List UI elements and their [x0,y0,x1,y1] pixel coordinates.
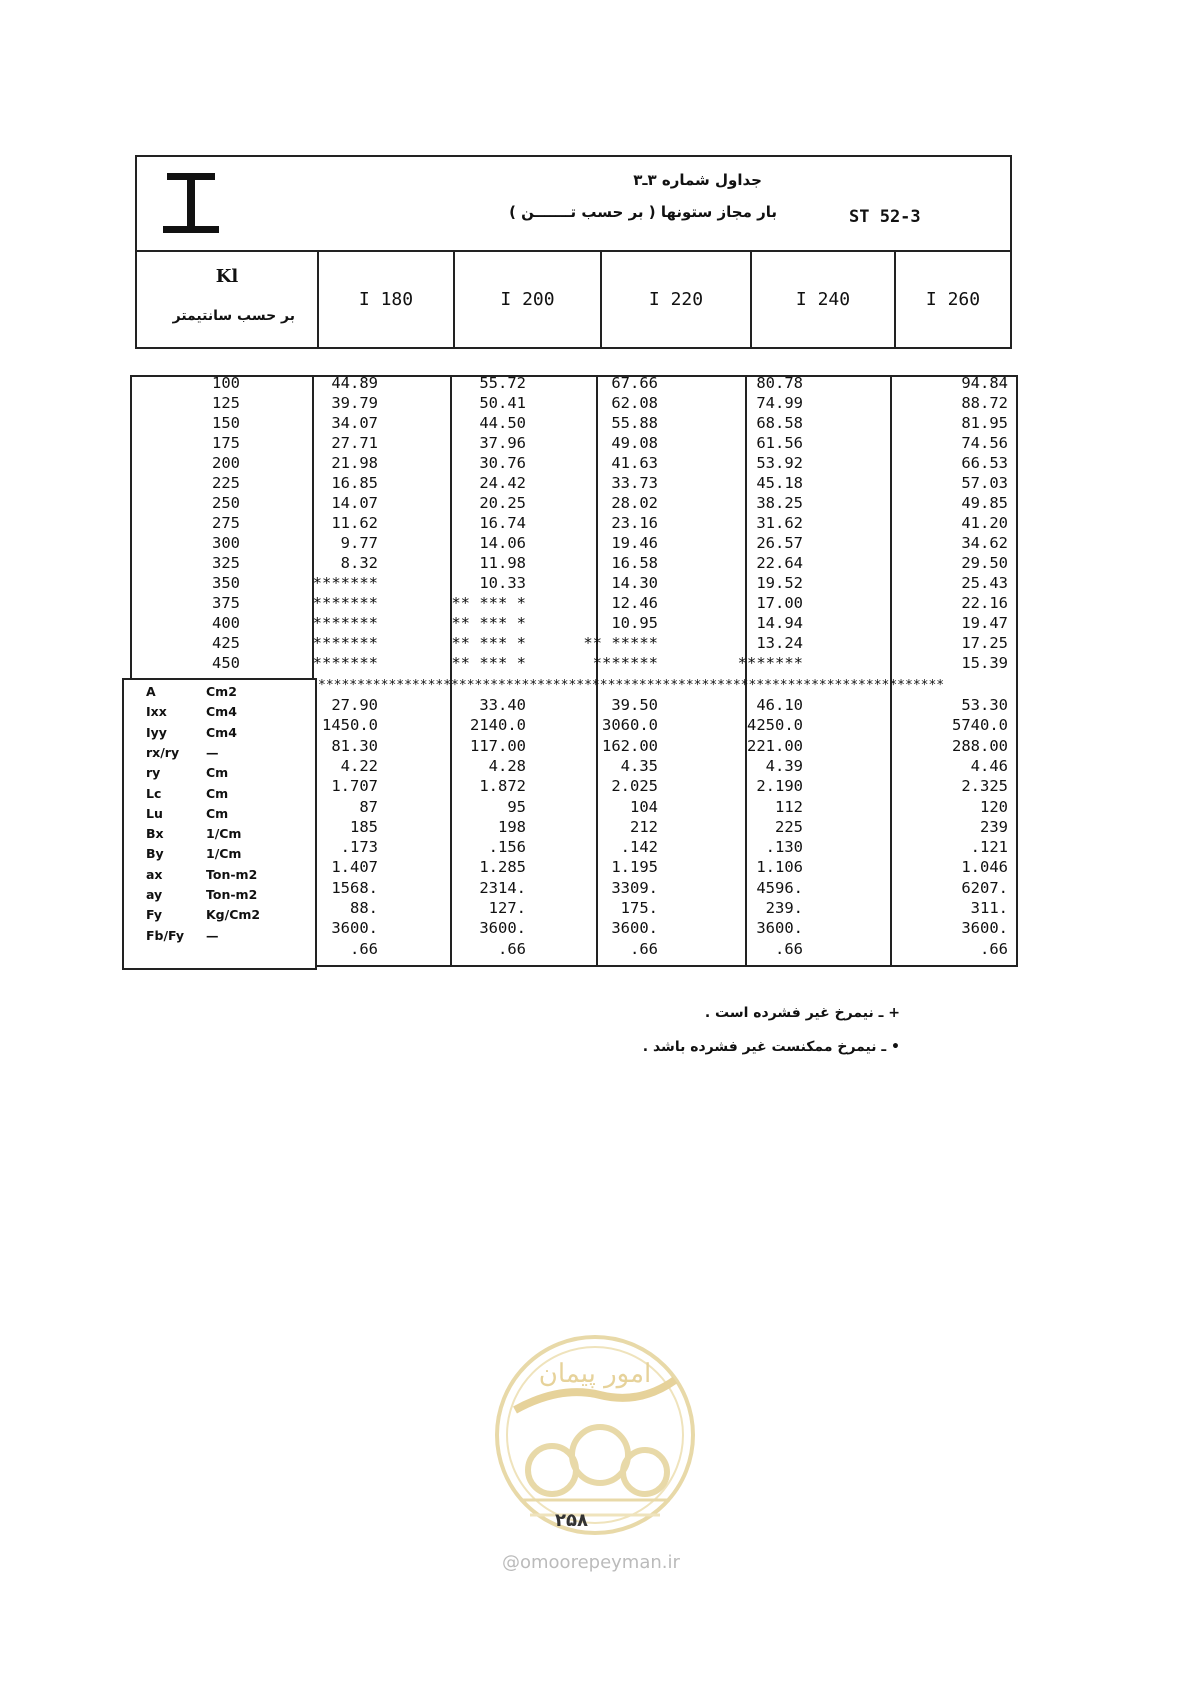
load-value: 31.62 [756,514,803,532]
load-value: 28.02 [611,494,658,512]
property-value: 3600. [611,919,658,938]
load-value: 10.95 [611,614,658,632]
property-value: 239. [765,899,803,917]
load-value: 17.25 [961,634,1008,652]
property-row [128,715,1018,735]
kl-value: 150 [212,414,240,432]
load-value: ** *** * [451,634,526,652]
load-value: 10.33 [479,574,526,592]
load-value: 41.63 [611,454,658,472]
property-value: .66 [980,939,1008,958]
property-unit: Cm [206,805,229,821]
load-value: 44.50 [479,414,526,432]
property-value: 2.025 [611,777,658,796]
property-row [128,857,1018,877]
property-value: 225 [775,817,803,836]
footnote-dot: • ـ نیمرخ ممکنست غیر فشرده باشد . [642,1039,900,1055]
load-value: 22.64 [756,554,803,572]
property-value: 1568. [331,878,378,897]
property-unit: 1/Cm [206,846,242,862]
load-value: 39.79 [331,394,378,412]
load-value: 19.47 [961,614,1008,632]
property-value: 120 [980,797,1008,816]
load-value: 20.25 [479,494,526,512]
kl-value: 350 [212,574,240,592]
kl-label: Kl [215,266,239,287]
section-header-5: I 260 [925,289,981,310]
property-value: 46.10 [756,696,803,714]
load-value: 57.03 [961,474,1008,492]
load-row [128,473,1018,493]
property-value: 2140.0 [470,716,526,735]
table-title: جداول شماره ۳ـ۳ [633,171,762,189]
property-row [128,776,1018,796]
property-value: .66 [630,939,658,958]
watermark: @omoorepeyman.ir [502,1552,680,1573]
property-value: .130 [765,838,803,857]
load-value: 14.06 [479,534,526,552]
load-row [128,593,1018,613]
property-row [128,918,1018,938]
load-value: 11.98 [479,554,526,572]
separator-stars: ******************************************************************************** [318,679,945,693]
load-value: 55.72 [479,374,526,392]
load-value: 44.89 [331,374,378,392]
load-row [128,513,1018,533]
load-row [128,533,1018,553]
load-value: 66.53 [961,454,1008,472]
kl-value: 400 [212,614,240,632]
load-value: 30.76 [479,454,526,472]
load-value: ******* [737,654,803,672]
property-value: 311. [970,899,1008,917]
property-value: .66 [350,939,378,958]
property-value: 162.00 [602,736,658,755]
load-row [128,573,1018,593]
load-row [128,393,1018,413]
property-row [128,695,1018,715]
property-unit: Cm4 [206,704,237,720]
load-value: 8.32 [340,554,378,572]
load-value: 74.99 [756,394,803,412]
property-row [128,878,1018,898]
property-unit: Cm2 [206,684,237,699]
load-value: 34.07 [331,414,378,432]
load-value: 15.39 [961,654,1008,672]
property-value: 3600. [961,919,1008,938]
load-value: ******* [312,594,378,612]
property-value: .66 [775,939,803,958]
property-value: 221.00 [747,736,803,755]
load-row [128,373,1018,393]
property-value: 117.00 [470,736,526,755]
property-symbol: Ixx [146,704,167,720]
load-value: 13.24 [756,634,803,652]
kl-value: 300 [212,534,240,552]
property-unit: Ton-m2 [206,887,258,902]
load-value: 19.52 [756,574,803,592]
load-value: 9.77 [340,534,378,552]
load-value: 24.42 [479,474,526,492]
property-symbol: A [146,684,156,699]
property-value: 239 [980,817,1008,836]
property-value: 3600. [756,919,803,938]
load-value: 16.74 [479,514,526,532]
property-unit: Cm [206,765,229,781]
kl-value: 275 [212,514,240,532]
load-value: ******* [312,654,378,672]
i-beam-icon [163,171,219,235]
load-value: 68.58 [756,414,803,432]
property-value: 4.28 [488,756,526,775]
section-header-4: I 240 [752,252,896,347]
property-value: 1.106 [756,858,803,877]
property-value: .173 [340,838,378,857]
load-value: 29.50 [961,554,1008,572]
property-value: 175. [620,899,658,917]
kl-value: 125 [212,394,240,412]
property-value: 2.325 [961,777,1008,796]
property-value: 2.190 [756,777,803,796]
load-value: 45.18 [756,474,803,492]
page-number: ۲۵۸ [555,1510,588,1531]
property-symbol: Fy [146,907,163,923]
load-value: 53.92 [756,454,803,472]
load-value: 49.85 [961,494,1008,512]
load-value: 34.62 [961,534,1008,552]
property-row [128,797,1018,817]
property-value: 4.22 [340,756,378,775]
load-row [128,433,1018,453]
load-value: 17.00 [756,594,803,612]
property-unit: Cm [206,785,229,801]
property-row [128,939,1018,959]
load-value: ** *** * [451,614,526,632]
property-value: 104 [630,797,658,816]
section-header-3: I 220 [602,252,752,347]
property-value: 39.50 [611,696,658,714]
load-value: 62.08 [611,394,658,412]
load-row [128,633,1018,653]
load-value: 21.98 [331,454,378,472]
section-header-2: I 200 [455,252,602,347]
kl-value: 325 [212,554,240,572]
column-header-row [135,252,1012,349]
load-value: 49.08 [611,434,658,452]
property-value: 27.90 [331,696,378,714]
section-header-1: I 180 [319,252,455,347]
property-unit: — [206,744,219,760]
kl-value: 100 [212,374,240,392]
property-value: .142 [620,838,658,857]
property-value: 2314. [479,878,526,897]
footnote-plus: + ـ نیمرخ غیر فشرده است . [704,1005,900,1021]
kl-value: 250 [212,494,240,512]
table-header-box [135,155,1012,252]
load-value: ******* [312,574,378,592]
kl-value: 375 [212,594,240,612]
property-value: 4250.0 [747,716,803,735]
property-value: 3600. [479,919,526,938]
load-value: 14.07 [331,494,378,512]
kl-header-cell [137,252,319,347]
property-unit: Kg/Cm2 [206,907,261,923]
property-value: 4.46 [970,756,1008,775]
steel-grade: ST 52-3 [849,207,921,227]
load-row [128,413,1018,433]
load-value: 37.96 [479,434,526,452]
load-value: 19.46 [611,534,658,552]
property-row [128,736,1018,756]
property-value: 1.407 [331,858,378,877]
load-value: 16.85 [331,474,378,492]
load-value: 55.88 [611,414,658,432]
load-value: 88.72 [961,394,1008,412]
property-row [128,837,1018,857]
load-value: 33.73 [611,474,658,492]
property-value: 212 [630,817,658,836]
property-symbol: rx/ry [146,744,180,760]
load-value: 61.56 [756,434,803,452]
property-value: .156 [488,838,526,857]
load-value: 14.30 [611,574,658,592]
property-value: 6207. [961,878,1008,897]
load-value: 81.95 [961,414,1008,432]
load-row [128,613,1018,633]
property-symbol: Lc [146,785,162,801]
load-value: 27.71 [331,434,378,452]
footnotes [620,1005,900,1073]
load-row [128,653,1018,673]
load-value: ******* [312,614,378,632]
load-value: 94.84 [961,374,1008,392]
load-value: 25.43 [961,574,1008,592]
kl-value: 450 [212,654,240,672]
property-value: 53.30 [961,696,1008,714]
property-value: 95 [507,797,526,816]
property-symbol: Fb/Fy [146,927,185,943]
property-value: 112 [775,797,803,816]
property-unit: 1/Cm [206,826,242,842]
load-value: 74.56 [961,434,1008,452]
load-value: ******* [312,634,378,652]
property-symbol: ax [146,866,163,882]
property-value: 288.00 [952,736,1008,755]
load-value: 14.94 [756,614,803,632]
load-value: 50.41 [479,394,526,412]
load-value: ** ***** [583,634,658,652]
property-value: 87 [359,797,378,816]
seal-text: امور پیمان [538,1359,652,1389]
property-value: .66 [498,939,526,958]
property-symbol: ry [146,765,161,781]
property-symbol: Bx [146,826,164,842]
kl-value: 175 [212,434,240,452]
property-value: 1.872 [479,777,526,796]
kl-value: 200 [212,454,240,472]
property-value: 3309. [611,878,658,897]
table-subtitle: بار مجاز ستونها ( بر حسب تـــــــن ) [509,203,777,221]
property-value: 81.30 [331,736,378,755]
load-table [128,375,1018,967]
property-symbol: Lu [146,805,163,821]
property-symbol: Iyy [146,724,167,740]
property-value: 3060.0 [602,716,658,735]
property-row [128,898,1018,918]
load-value: 11.62 [331,514,378,532]
load-value: 16.58 [611,554,658,572]
property-value: 198 [498,817,526,836]
load-value: 38.25 [756,494,803,512]
kl-value: 225 [212,474,240,492]
load-value: ** *** * [451,654,526,672]
load-value: 26.57 [756,534,803,552]
load-row [128,553,1018,573]
property-value: 1450.0 [322,716,378,735]
property-value: 1.046 [961,858,1008,877]
property-value: 4596. [756,878,803,897]
property-symbol: ay [146,887,163,902]
load-row [128,453,1018,473]
property-value: 5740.0 [952,716,1008,735]
kl-value: 425 [212,634,240,652]
load-value: 22.16 [961,594,1008,612]
property-unit: — [206,927,219,943]
load-value: 23.16 [611,514,658,532]
property-unit: Cm4 [206,724,237,740]
property-value: .121 [970,838,1008,857]
property-value: 3600. [331,919,378,938]
load-value: 12.46 [611,594,658,612]
property-value: 88. [350,899,378,917]
kl-unit: بر حسب سانتیمتر [172,308,295,324]
property-value: 1.285 [479,858,526,877]
property-value: 1.707 [331,777,378,796]
load-value: 67.66 [611,374,658,392]
property-row [128,756,1018,776]
property-value: 33.40 [479,696,526,714]
property-value: 4.35 [620,756,658,775]
property-unit: Ton-m2 [206,866,258,882]
property-value: 127. [488,899,526,917]
property-row [128,817,1018,837]
property-value: 185 [350,817,378,836]
load-value: 41.20 [961,514,1008,532]
property-symbol: By [146,846,164,862]
load-value: ******* [592,654,658,672]
load-value: ** *** * [451,594,526,612]
seal-logo-icon [490,1330,700,1540]
load-row [128,493,1018,513]
load-value: 80.78 [756,374,803,392]
property-value: 1.195 [611,858,658,877]
property-value: 4.39 [765,756,803,775]
